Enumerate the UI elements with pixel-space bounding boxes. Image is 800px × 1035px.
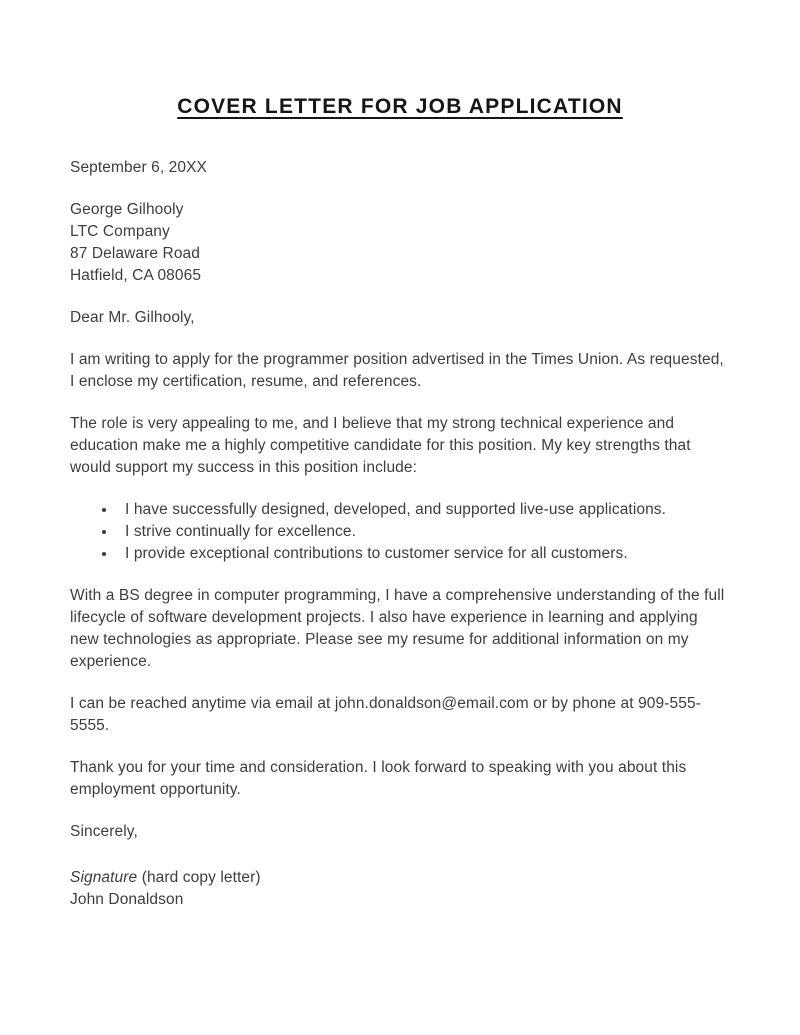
letter-date: September 6, 20XX <box>70 159 207 176</box>
recipient-street: 87 Delaware Road <box>70 245 200 262</box>
signer-name: John Donaldson <box>70 891 184 908</box>
page-title: COVER LETTER FOR JOB APPLICATION <box>177 95 623 118</box>
salutation: Dear Mr. Gilhooly, <box>70 309 195 326</box>
recipient-city: Hatfield, CA 08065 <box>70 267 202 284</box>
list-item: • I provide exceptional contributions to customer service for all customers. <box>117 543 730 565</box>
signature-placeholder: Signature <box>70 869 138 886</box>
paragraph-intro: I am writing to apply for the programmer position advertised in the Times Union. As requested, I enclose my certification, resume, and references. <box>70 351 724 390</box>
recipient-company: LTC Company <box>70 223 170 240</box>
list-item: • I strive continually for excellence. <box>117 521 730 543</box>
strengths-list <box>70 499 730 565</box>
signature-line <box>70 867 730 889</box>
paragraph-contact: I can be reached anytime via email at john.donaldson@email.com or by phone at 909-555-5555. <box>70 695 701 734</box>
paragraph-strengths-lead: The role is very appealing to me, and I believe that my strong technical experience and education make me a highly competitive candidate for this position. My key strengths that would support my success in this position include: <box>70 415 691 476</box>
recipient-name: George Gilhooly <box>70 201 184 218</box>
list-item: • I have successfully designed, developed, and supported live-use applications. <box>117 499 730 521</box>
signature-note: (hard copy letter) <box>141 869 261 886</box>
paragraph-thanks: Thank you for your time and consideration. I look forward to speaking with you about this employment opportunity. <box>70 759 687 798</box>
recipient-address <box>70 199 730 287</box>
paragraph-education: With a BS degree in computer programming, I have a comprehensive understanding of the full lifecycle of software development projects. I also have experience in learning and applying new technologies as appropriate. Please see my resume for additional information on my experience. <box>70 587 725 670</box>
closing: Sincerely, <box>70 823 138 840</box>
signature-block <box>70 867 730 911</box>
